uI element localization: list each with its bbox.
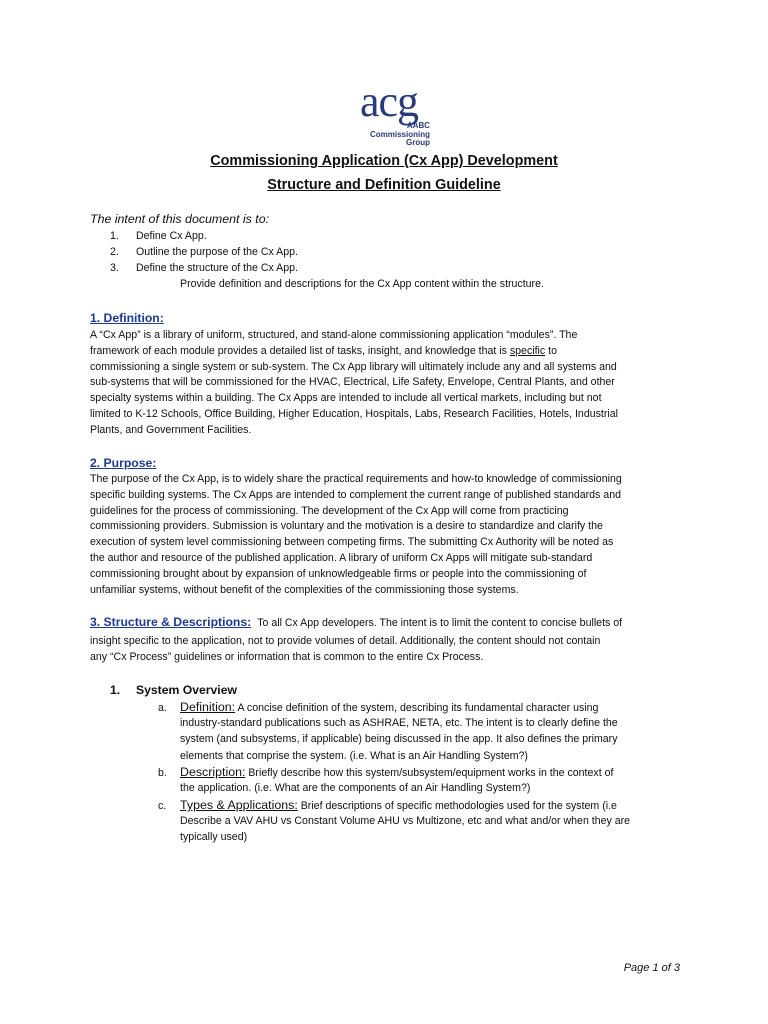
intent-extra-line: Provide definition and descriptions for the Cx App content within the structure.: [180, 278, 544, 290]
list-item: 3. Define the structure of the Cx App.: [110, 262, 298, 274]
acg-logo: [360, 77, 440, 150]
definition-heading: 1. Definition:: [90, 311, 164, 325]
structure-heading-line: 3. Structure & Descriptions: To all Cx App developers. The intent is to limit the content to concise bullets of: [90, 615, 623, 629]
system-overview-heading: 1. System Overview: [110, 683, 237, 697]
document-page: acg AABC Commissioning Group Commissioning Application (Cx App) Development Structure and Definition Guideline The intent of this document is to: 1. Define Cx App. 2. Outline the purpose of the Cx App. 3. Define the structure of the Cx App. Provide definition and descriptions for the Cx App content within the structure. 1. Definition: A “Cx App” is a library of uniform, structured, and stand-alone commissioning application “modules”. The framework of each module provides a detailed list of tasks, insight, and knowledge that is specific to commissioning a single system or sub-system. The Cx App library will ultimately include any and all systems and sub-systems that will be commissioned for the HVAC, Electrical, Life Safety, Envelope, Central Plants, and other specialty systems within a building. The Cx Apps are intended to include all vertical markets, including but not limited to K-12 Schools, Office Building, Higher Education, Hospitals, Labs, Research Facilities, Hotels, Industrial Plants, and Government Facilities. 2. Purpose: The purpose of the Cx App, is to widely share the practical requirements and how-to knowledge of commissioning specific building systems. The Cx Apps are intended to complement the current range of published standards and guidelines for the process of commissioning. The development of the Cx App will come from practicing commissioning providers. Submission is voluntary and the motivation is a desire to standardize and clarify the execution of system level commissioning between competing firms. The submitting Cx Authority will be noted as the author and resource of the published application. A library of uniform Cx Apps will mitigate sub-standard commissioning brought about by expansion of unknowledgeable firms or people into the commissioning of unfamiliar systems, without benefit of the complexities of the commissioning those systems. 3. Structure & Descriptions: To all Cx App developers. The intent is to limit the content to concise bullets of insight specific to the application, not to provide volumes of detail. Additionally, the content should not contain any “Cx Process” guidelines or information that is common to the entire Cx Process. 1. System Overview a. Definition: A concise definition of the system, describing its fundamental character using industry-standard publications such as ASHRAE, NETA, etc. The intent is to clearly define the system (and subsystems, if applicable) being discussed in the app. It also defines the primary elements that comprise the system. (i.e. What is an Air Handling System?) b. Description: Briefly describe how this system/subsystem/equipment works in the context of the application. (i.e. What are the components of an Air Handling System?) c. Types & Applications: Brief descriptions of specific methodologies used for the system (i.e Describe a VAV AHU vs Constant Volume AHU vs Multizone, etc and what and/or when they are typically used) Page 1 of 3: [0, 0, 768, 1024]
purpose-paragraph: The purpose of the Cx App, is to widely share the practical requirements and how-to knowledge of commissioning specific building systems. The Cx Apps are intended to complement the current range of published standards and guidelines for the process of commissioning. The development of the Cx App will come from practicing commissioning providers. Submission is voluntary and the motivation is a desire to standardize and clarify the execution of system level commissioning between competing firms. The submitting Cx Authority will be noted as the author and resource of the published application. A library of uniform Cx Apps will mitigate sub-standard commissioning brought about by expansion of unknowledgeable firms or people into the commissioning of unfamiliar systems, without benefit of the complexities of the commissioning those systems.: [90, 473, 622, 596]
structure-paragraph: insight specific to the application, not to provide volumes of detail. Additionally, the content should not contain any “Cx Process” guidelines or information that is common to the entire Cx Process.: [90, 635, 601, 663]
intent-list: [110, 229, 298, 277]
structure-heading: 3. Structure & Descriptions:: [90, 615, 252, 629]
page-number: Page 1 of 3: [623, 962, 680, 974]
definition-paragraph: A “Cx App” is a library of uniform, structured, and stand-alone commissioning application “modules”. The framework of each module provides a detailed list of tasks, insight, and knowledge that is specific to commissioning a single system or sub-system. The Cx App library will ultimately include any and all systems and sub-systems that will be commissioned for the HVAC, Electrical, Life Safety, Envelope, Central Plants, and other specialty systems within a building. The Cx Apps are intended to include all vertical markets, including but not limited to K-12 Schools, Office Building, Higher Education, Hospitals, Labs, Research Facilities, Hotels, Industrial Plants, and Government Facilities.: [90, 329, 618, 436]
purpose-heading: 2. Purpose:: [90, 456, 157, 470]
logo-subtitle: AABC Commissioning Group: [369, 121, 430, 147]
logo-wordmark: acg: [360, 77, 419, 126]
document-title-line-1: Commissioning Application (Cx App) Development: [210, 153, 558, 169]
list-item: 1. Define Cx App.: [110, 230, 207, 242]
document-title-line-2: Structure and Definition Guideline: [267, 177, 501, 193]
list-item: 2. Outline the purpose of the Cx App.: [110, 246, 298, 258]
intent-heading: The intent of this document is to:: [90, 212, 270, 226]
